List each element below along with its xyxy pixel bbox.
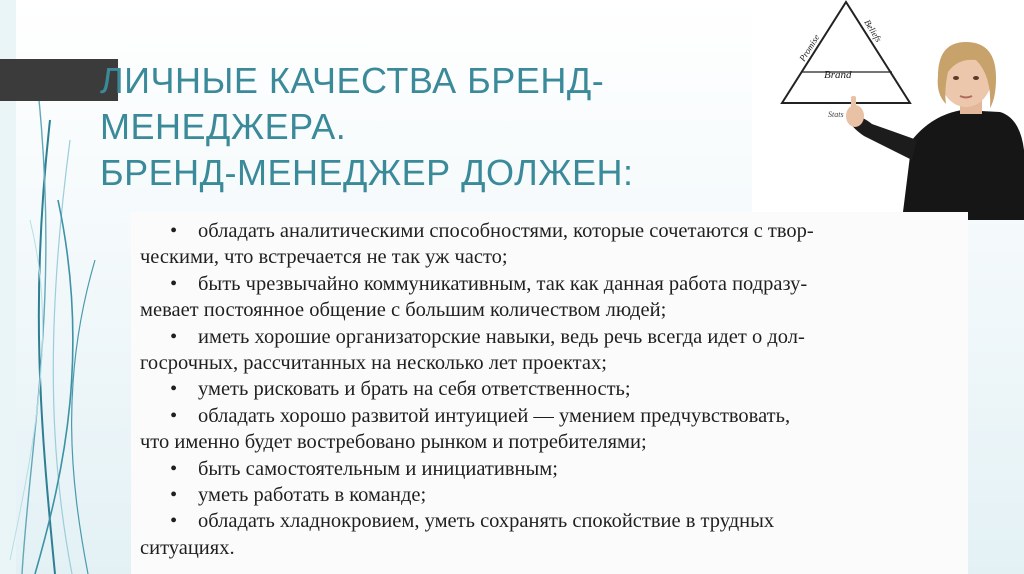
list-line-text: иметь хорошие организаторские навыки, ведь речь всегда идет о дол- [198, 325, 805, 348]
triangle-left-label: Promise [797, 32, 822, 64]
list-line-text: быть самостоятельным и инициативным; [198, 457, 558, 480]
brand-illustration [752, 0, 1024, 220]
title-line-2: МЕНЕДЖЕРА. [100, 106, 347, 147]
list-line [140, 376, 814, 402]
list-line [140, 482, 814, 508]
bullet-marker: • [170, 325, 178, 348]
bullet-marker: • [170, 404, 178, 427]
triangle-center-label: Brand [824, 69, 852, 81]
qualities-list [140, 218, 814, 561]
list-line-text: ситуациях. [140, 536, 235, 559]
list-line [140, 403, 814, 429]
bullet-marker: • [170, 457, 178, 480]
bullet-marker: • [170, 378, 178, 401]
title-line-3: БРЕНД-МЕНЕДЖЕР ДОЛЖЕН: [100, 152, 634, 193]
slide-title [100, 58, 720, 196]
triangle-bottom-label: Stats [828, 110, 844, 119]
bullet-marker: • [170, 510, 178, 533]
list-line [140, 535, 814, 561]
list-line-text: уметь рисковать и брать на себя ответственность; [198, 378, 631, 401]
bullet-marker: • [170, 220, 178, 242]
list-line [140, 456, 814, 482]
list-line-text: обладать хорошо развитой интуицией — умением предчувствовать, [198, 404, 791, 427]
list-line [140, 297, 814, 323]
list-line-text: что именно будет востребовано рынком и потребителями; [140, 431, 647, 454]
brand-triangle-photo [752, 0, 1024, 220]
title-line-1: ЛИЧНЫЕ КАЧЕСТВА БРЕНД- [100, 60, 605, 101]
woman-figure [846, 42, 1024, 220]
triangle-right-label: Beliefs [862, 17, 884, 44]
list-line-text: обладать хладнокровием, уметь сохранять спокойствие в трудных [198, 510, 775, 533]
list-line [140, 218, 814, 244]
list-line-text: уметь работать в команде; [198, 483, 427, 506]
list-line [140, 324, 814, 350]
bullet-marker: • [170, 483, 178, 506]
list-line [140, 244, 814, 270]
list-line [140, 429, 814, 455]
list-line-text: госрочных, рассчитанных на несколько лет проектах; [140, 351, 607, 374]
list-line-text: обладать аналитическими способностями, которые сочетаются с твор- [198, 220, 814, 242]
list-line-text: быть чрезвычайно коммуникативным, так как данная работа подразу- [198, 272, 808, 295]
list-line [140, 271, 814, 297]
list-line-text: ческими, что встречается не так уж часто; [140, 246, 508, 269]
list-line [140, 350, 814, 376]
list-line [140, 508, 814, 534]
bullet-marker: • [170, 272, 178, 295]
list-line-text: мевает постоянное общение с большим количеством людей; [140, 299, 667, 322]
scanned-text-panel [131, 212, 968, 574]
